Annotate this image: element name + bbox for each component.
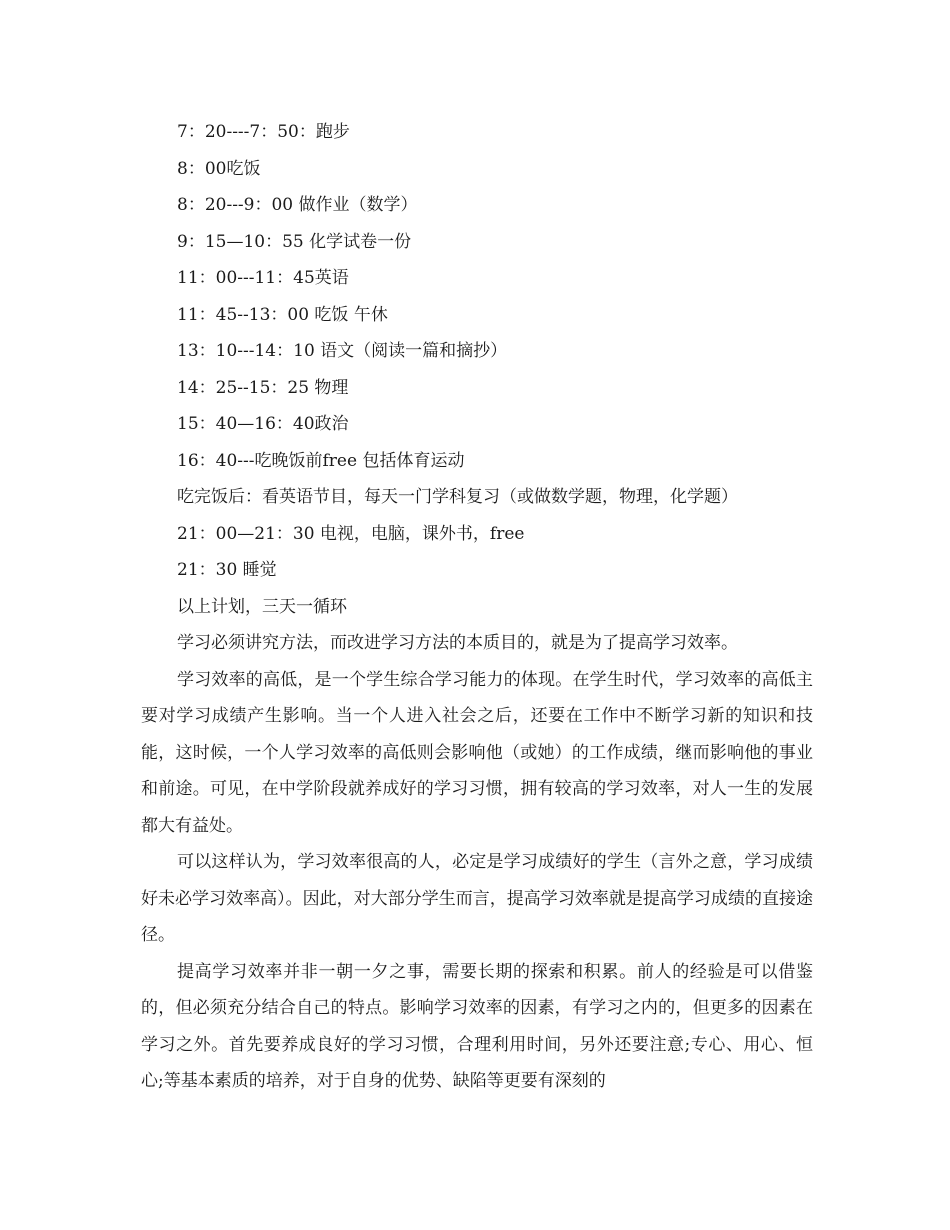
schedule-line: 7：20----7：50：跑步	[177, 122, 350, 142]
paragraph-improvement: 提高学习效率并非一朝一夕之事，需要长期的探索和积累。前人的经验是可以借鉴的，但必须充分结合自己的特点。影响学习效率的因素，有学习之内的，但更多的因素在学习之外。首先要养成良好的学习习惯，合理利用时间，另外还要注意;专心、用心、恒心;等基本素质的培养，对于自身的优势、缺陷等更要有深刻的	[141, 961, 813, 1091]
schedule-line: 11：00---11：45英语	[177, 268, 349, 288]
document-body	[141, 114, 813, 1100]
paragraph-conclusion: 可以这样认为，学习效率很高的人，必定是学习成绩好的学生（言外之意，学习成绩好未必学习效率高）。因此，对大部分学生而言，提高学习效率就是提高学习成绩的直接途径。	[141, 852, 813, 945]
schedule-line: 15：40—16：40政治	[177, 414, 349, 434]
schedule-line: 9：15—10：55 化学试卷一份	[177, 231, 412, 252]
schedule-line: 16：40---吃晚饭前free 包括体育运动	[177, 450, 465, 471]
paragraph-efficiency: 学习效率的高低，是一个学生综合学习能力的体现。在学生时代，学习效率的高低主要对学习成绩产生影响。当一个人进入社会之后，还要在工作中不断学习新的知识和技能，这时候，一个人学习效率的高低则会影响他（或她）的工作成绩，继而影响他的事业和前途。可见，在中学阶段就养成好的学习习惯，拥有较高的学习效率，对人一生的发展都大有益处。	[141, 669, 813, 836]
schedule-line: 21：00—21：30 电视，电脑，课外书，free	[177, 523, 525, 544]
schedule-line: 8：00吃饭	[177, 158, 261, 179]
schedule-line: 21：30 睡觉	[177, 560, 277, 580]
schedule-summary: 以上计划，三天一循环	[177, 596, 347, 617]
schedule-line: 14：25--15：25 物理	[177, 377, 349, 398]
schedule-line: 13：10---14：10 语文（阅读一篇和摘抄）	[177, 341, 508, 361]
schedule-line: 吃完饭后：看英语节目，每天一门学科复习（或做数学题，物理，化学题）	[177, 487, 738, 507]
paragraph-method: 学习必须讲究方法，而改进学习方法的本质目的，就是为了提高学习效率。	[177, 633, 738, 653]
schedule-line: 11：45--13：00 吃饭 午休	[177, 304, 388, 325]
schedule-line: 8：20---9：00 做作业（数学）	[177, 195, 418, 215]
